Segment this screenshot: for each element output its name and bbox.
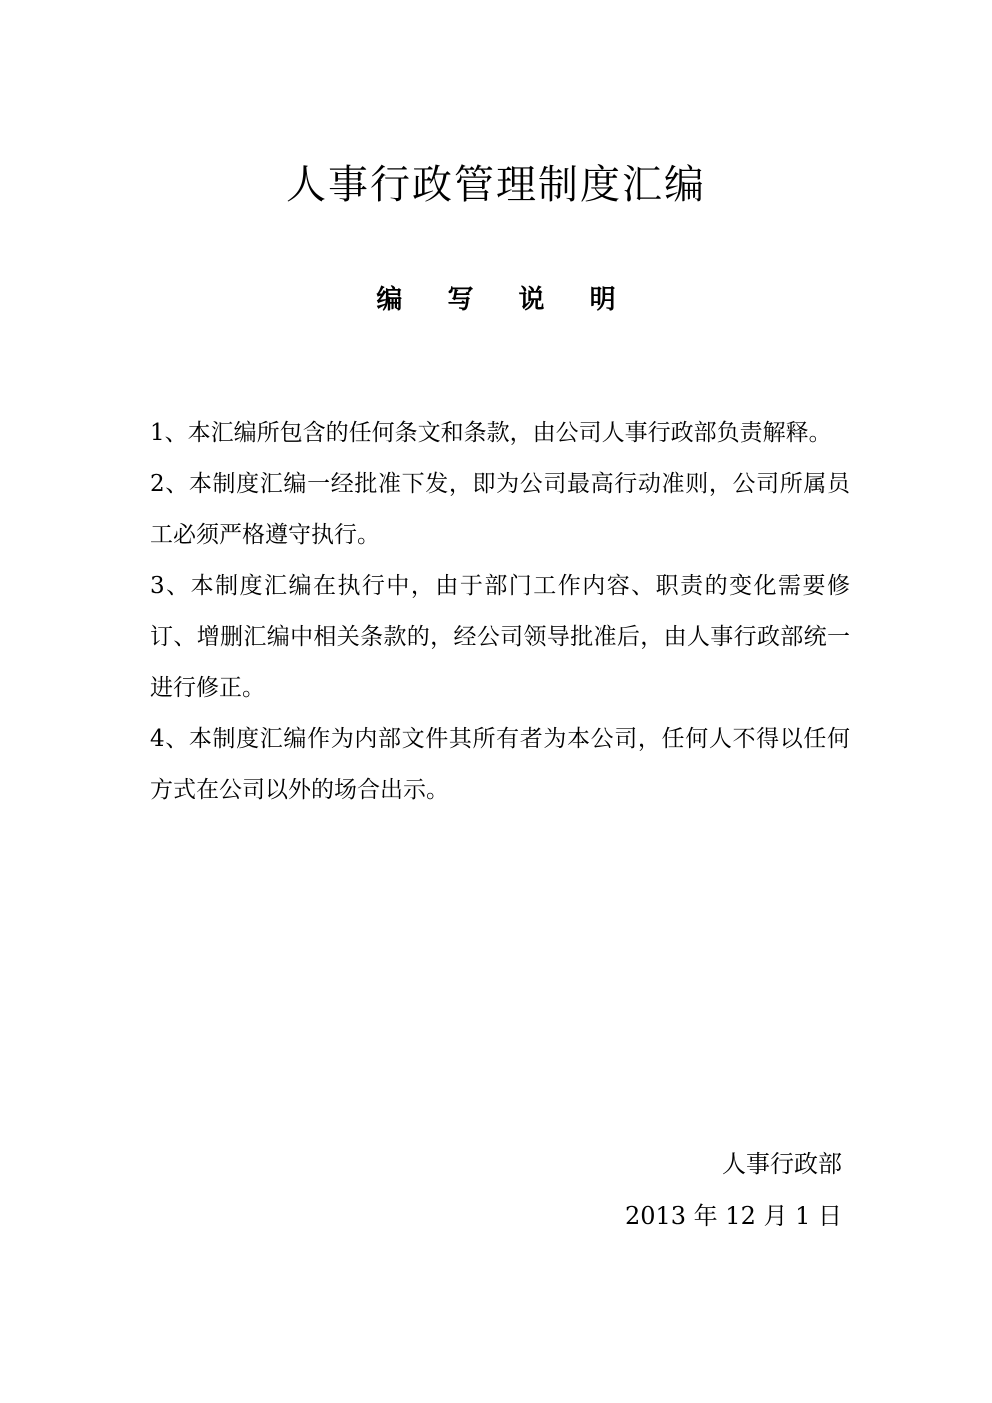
signature-block	[625, 1138, 842, 1242]
clause-2: 2、本制度汇编一经批准下发，即为公司最高行动准则，公司所属员工必须严格遵守执行。	[150, 471, 850, 548]
document-title: 人事行政管理制度汇编	[286, 161, 706, 208]
document-subtitle: 编 写 说 明	[376, 284, 634, 315]
clause-4: 4、本制度汇编作为内部文件其所有者为本公司，任何人不得以任何方式在公司以外的场合出示。	[150, 726, 850, 803]
clause-1: 1、本汇编所包含的任何条文和条款，由公司人事行政部负责解释。	[150, 420, 832, 446]
signature-date: 2013 年 12 月 1 日	[624, 1202, 842, 1230]
signature-department: 人事行政部	[722, 1150, 842, 1178]
clause-3: 3、本制度汇编在执行中，由于部门工作内容、职责的变化需要修订、增删汇编中相关条款的，经公司领导批准后，由人事行政部统一进行修正。	[150, 573, 850, 701]
clause-list	[150, 408, 850, 816]
